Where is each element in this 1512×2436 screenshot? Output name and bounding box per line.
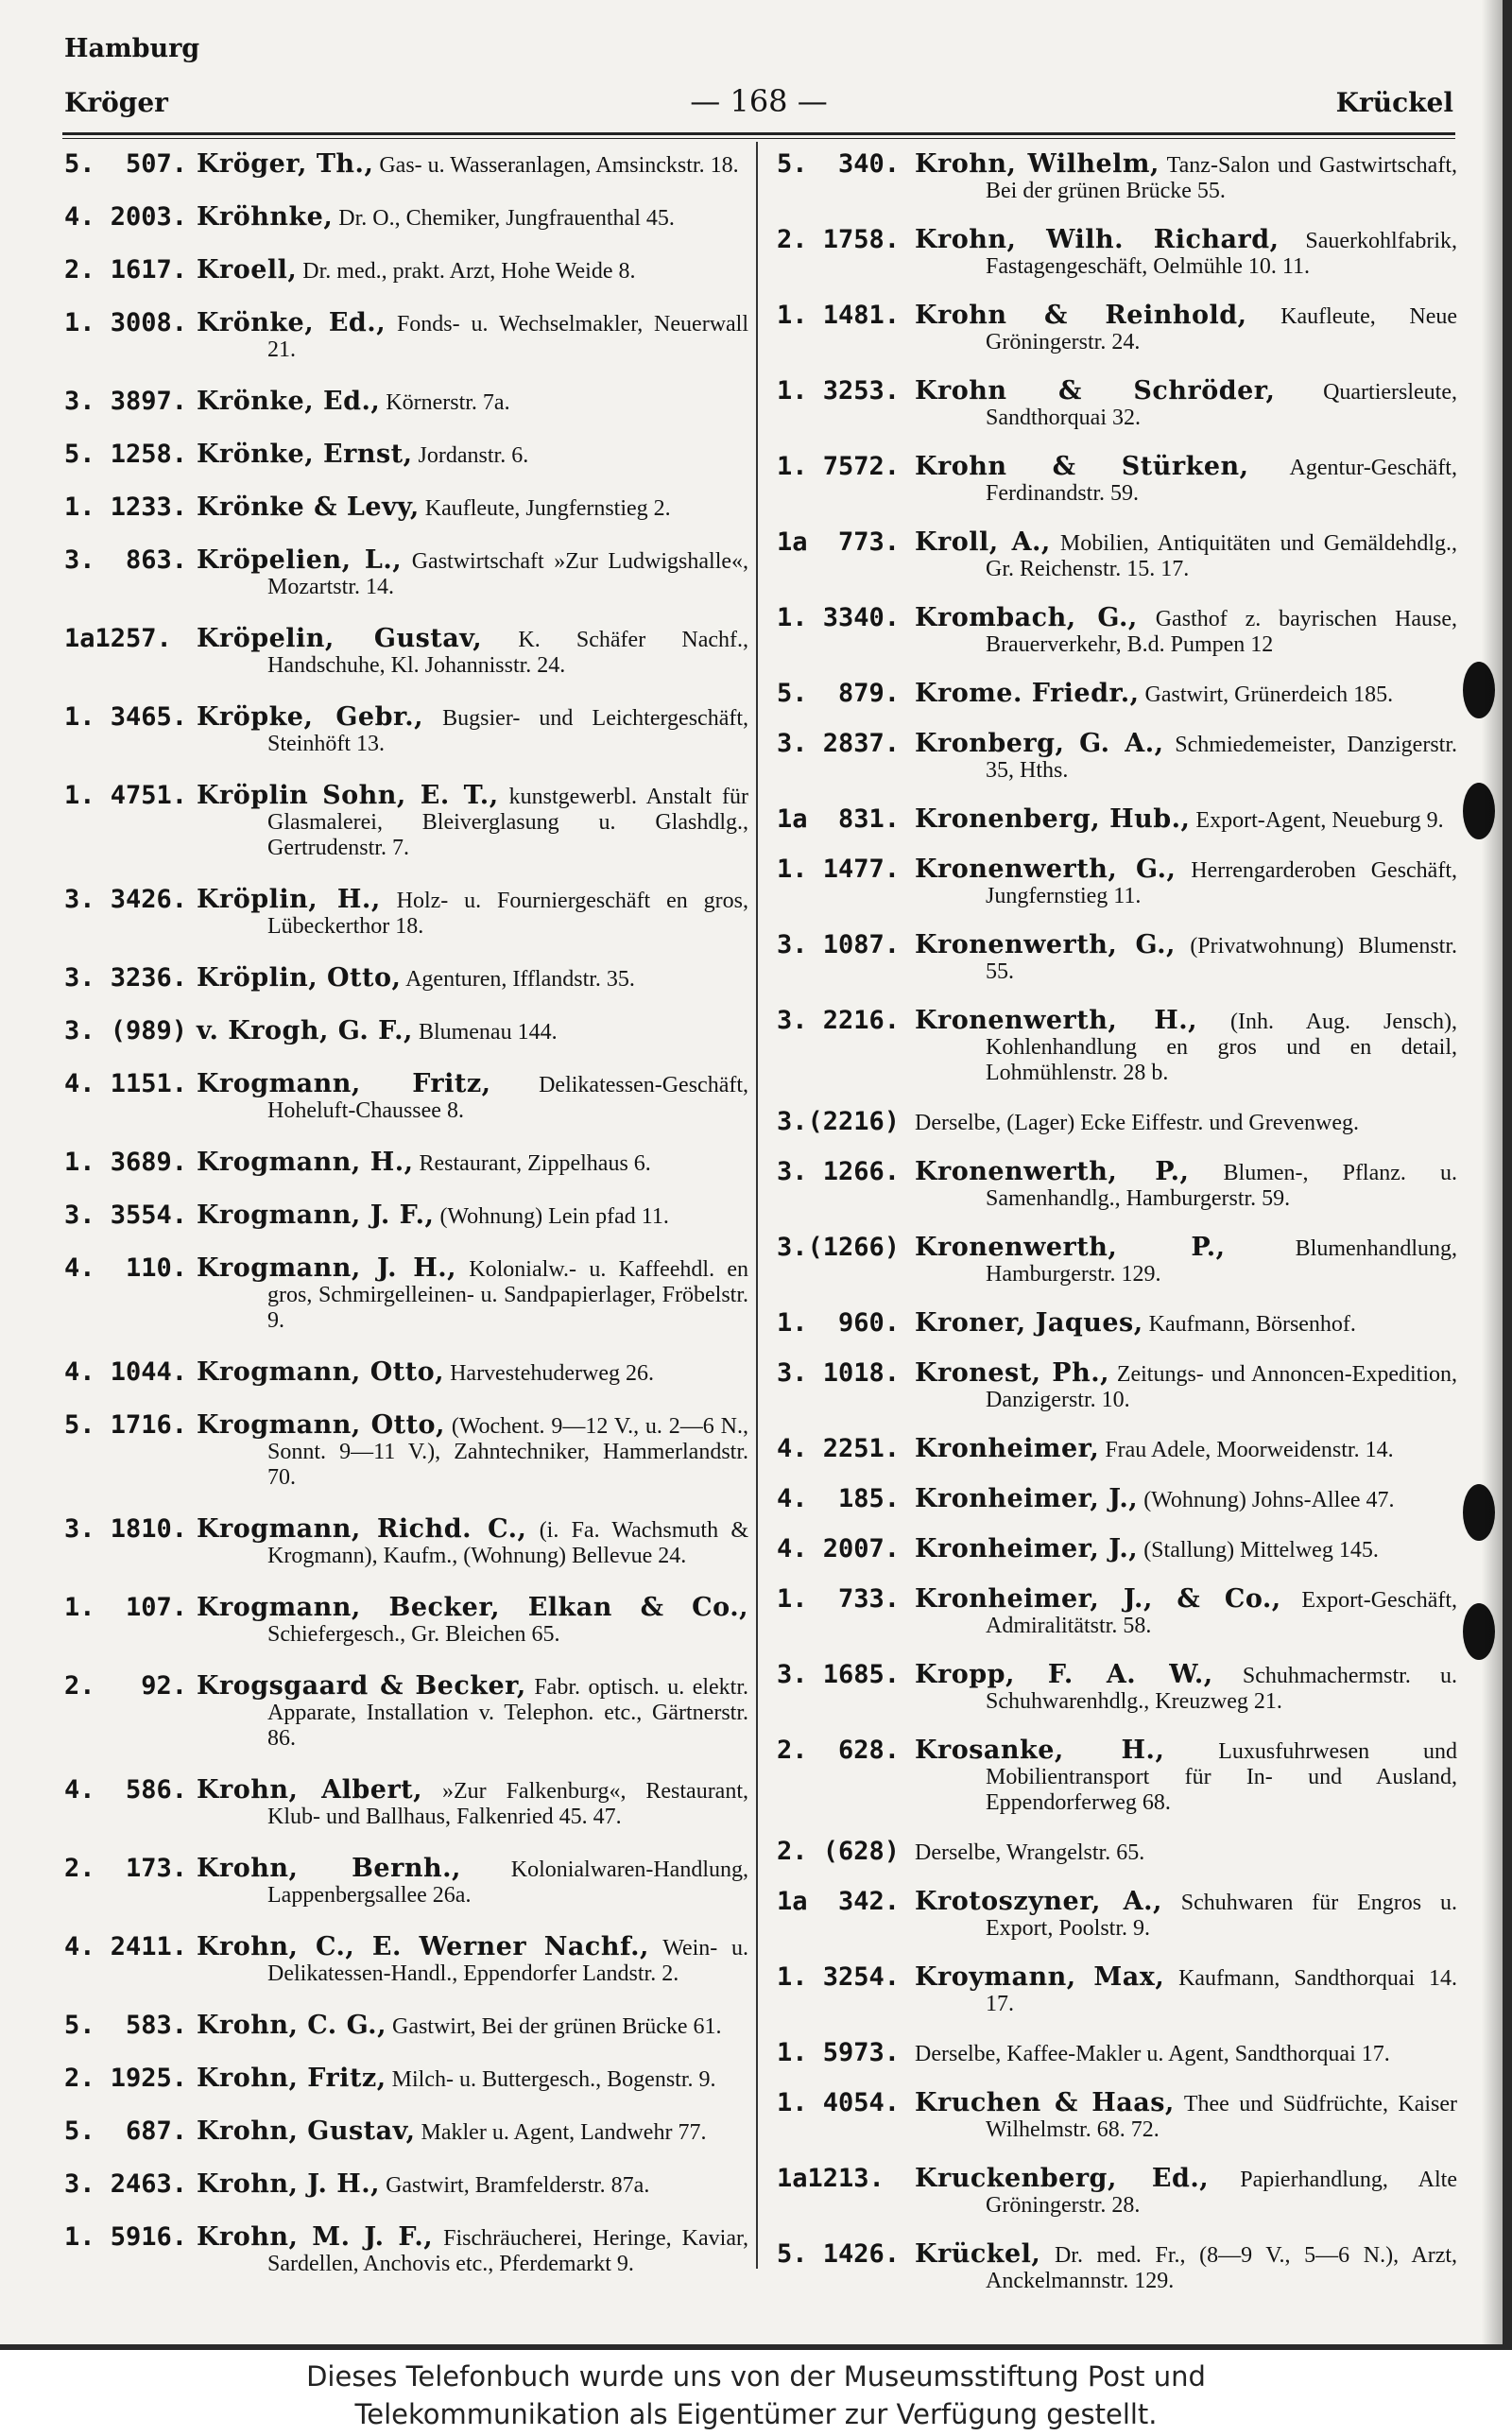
directory-entry (64, 1673, 748, 1752)
subscriber-name: Kronheimer, (915, 1434, 1100, 1463)
subscriber-details: Fischräucherei, Heringe, Kaviar, Sardellen, Anchovis etc., Pferdemarkt 9. (267, 2226, 748, 2276)
phone-number: 4. 586. (64, 1775, 188, 1805)
phone-number: 5. 1426. (777, 2239, 901, 2269)
phone-number: 1. 3689. (64, 1148, 188, 1177)
directory-entry (777, 2241, 1457, 2294)
header-rule (62, 132, 1455, 139)
subscriber-details: Körnerstr. 7a. (386, 390, 510, 415)
subscriber-name: Kronest, Ph., (915, 1358, 1110, 1388)
directory-entry (64, 1777, 748, 1830)
directory-entry (64, 965, 748, 993)
phone-number: 3. 2463. (64, 2169, 188, 2199)
subscriber-name: Kroner, Jaques, (915, 1308, 1143, 1338)
subscriber-details: Wein- u. Delikatessen-Handl., Eppendorfer Landstr. 2. (267, 1936, 748, 1986)
phone-number: 1. 5916. (64, 2222, 188, 2252)
phone-number: 5. 1258. (64, 440, 188, 469)
subscriber-details: Export-Agent, Neueburg 9. (1195, 808, 1444, 833)
subscriber-name: Kröhnke, (197, 202, 334, 232)
phone-number: 2. 628. (777, 1736, 901, 1765)
subscriber-details: Fabr. optisch. u. elektr. Apparate, Installation v. Telephon. etc., Gärtnerstr. 86. (267, 1675, 748, 1751)
directory-entry (777, 1159, 1457, 1212)
subscriber-details: Makler u. Agent, Landwehr 77. (421, 2120, 707, 2145)
subscriber-name: Krogmann, Becker, Elkan & Co., (197, 1593, 748, 1622)
phone-number: 4. 1044. (64, 1357, 188, 1387)
phone-number: 1a1257. (64, 624, 172, 653)
subscriber-name: Kroymann, Max, (915, 1962, 1165, 1992)
subscriber-name: Kruchen & Haas, (915, 2088, 1175, 2117)
phone-number: 2. 173. (64, 1854, 188, 1883)
subscriber-details: Dr. O., Chemiker, Jungfrauenthal 45. (338, 206, 675, 231)
subscriber-details: (Wochent. 9—12 V., u. 2—6 N., Sonnt. 9—11 V.), Zahntechniker, Hammerlandstr. 70. (267, 1414, 749, 1490)
subscriber-details: kunstgewerbl. Anstalt für Glasmalerei, Bleiverglasung u. Glashdlg., Gertrudenstr. 7. (267, 785, 749, 860)
phone-number: 1. 3254. (777, 1962, 901, 1992)
subscriber-name: Krogmann, Otto, (197, 1410, 445, 1440)
subscriber-name: Kröpke, Gebr., (197, 702, 424, 732)
subscriber-details: Gastwirtschaft »Zur Ludwigshalle«, Mozartstr. 14. (267, 549, 749, 599)
directory-entry (64, 783, 748, 861)
directory-entry (777, 1436, 1457, 1463)
subscriber-details: Kaufleute, Neue Gröningerstr. 24. (986, 304, 1457, 354)
subscriber-details: Kaufmann, Börsenhof. (1148, 1312, 1356, 1337)
subscriber-name: Kruckenberg, Ed., (915, 2164, 1210, 2193)
phone-number: 1a 342. (777, 1887, 901, 1916)
phone-number: 5. 1716. (64, 1410, 188, 1440)
subscriber-details: Thee und Südfrüchte, Kaiser Wilhelmstr. 68. 72. (986, 2092, 1457, 2142)
subscriber-details: Delikatessen-Geschäft, Hoheluft-Chaussee 8. (267, 1073, 748, 1123)
directory-entry (777, 605, 1457, 658)
phone-number: 4. 2007. (777, 1534, 901, 1564)
subscriber-name: Krohn, Gustav, (197, 2116, 416, 2146)
subscriber-details: Herrengarderoben Geschäft, Jungfernstieg 11. (986, 858, 1457, 908)
subscriber-name: Kröplin Sohn, E. T., (197, 781, 499, 810)
subscriber-details: Gasthof z. bayrischen Hause, Brauerverkehr, B.d. Pumpen 12 (986, 607, 1457, 657)
subscriber-name: Krönke, Ed., (197, 387, 381, 416)
phone-number: 1. 7572. (777, 452, 901, 481)
phone-number: 1. 1477. (777, 855, 901, 884)
directory-entry (64, 547, 748, 600)
left-column (64, 151, 748, 2303)
subscriber-details: Kolonialwaren-Handlung, Lappenbergsallee 26a. (267, 1857, 748, 1908)
directory-entry (64, 1412, 748, 1491)
phone-number: 3. 2837. (777, 729, 901, 758)
directory-entry (777, 806, 1457, 834)
phone-number: 3. 863. (64, 545, 188, 575)
phone-number: 3. 3236. (64, 963, 188, 993)
subscriber-name: Krogmann, Fritz, (197, 1069, 491, 1098)
subscriber-details: Fonds- u. Wechselmakler, Neuerwall 21. (267, 312, 749, 362)
subscriber-details: Schiefergesch., Gr. Bleichen 65. (267, 1622, 560, 1647)
directory-entry (64, 204, 748, 232)
subscriber-name: Krome. Friedr., (915, 679, 1140, 708)
subscriber-details: Derselbe, (Lager) Ecke Eiffestr. und Grevenweg. (915, 1111, 1360, 1135)
phone-number: 3. 3554. (64, 1201, 188, 1230)
directory-entry (777, 856, 1457, 909)
phone-number: 1. 4751. (64, 781, 188, 810)
subscriber-name: Krogmann, J. F., (197, 1201, 435, 1230)
subscriber-name: Kronenwerth, P., (915, 1157, 1190, 1186)
directory-entry (64, 310, 748, 363)
phone-number: 4. 2251. (777, 1434, 901, 1463)
subscriber-name: Krogmann, Richd. C., (197, 1514, 527, 1544)
directory-entry (64, 2118, 748, 2146)
phone-number: 1. 3253. (777, 376, 901, 406)
phone-number: 3. (989) (64, 1016, 188, 1045)
subscriber-name: Krönke, Ernst, (197, 440, 413, 469)
phone-number: 1. 1481. (777, 301, 901, 330)
right-column (777, 151, 1457, 2317)
directory-entry (64, 1202, 748, 1230)
subscriber-name: Kröpelien, L., (197, 545, 403, 575)
subscriber-name: Kronberg, G. A., (915, 729, 1164, 758)
subscriber-details: Agenturen, Ifflandstr. 35. (405, 967, 635, 992)
subscriber-details: Gastwirt, Bei der grünen Brücke 61. (391, 2014, 722, 2039)
phone-number: 2. 1758. (777, 225, 901, 254)
subscriber-name: Kronenwerth, H., (915, 1006, 1198, 1035)
phone-number: 1. 3465. (64, 702, 188, 732)
subscriber-name: Kröger, Th., (197, 149, 374, 179)
directory-entry (64, 1018, 748, 1045)
subscriber-details: Gastwirt, Bramfelderstr. 87a. (386, 2173, 650, 2198)
subscriber-name: Krosanke, H., (915, 1736, 1165, 1765)
subscriber-details: Schuhwaren für Engros u. Export, Poolstr. 9. (986, 1891, 1458, 1941)
subscriber-name: Krombach, G., (915, 603, 1138, 632)
subscriber-details: Quartiersleute, Sandthorquai 32. (986, 380, 1457, 430)
phone-number: 1. 733. (777, 1584, 901, 1614)
directory-entry (777, 1310, 1457, 1338)
directory-entry (64, 1255, 748, 1334)
directory-entry (777, 1486, 1457, 1513)
punch-hole (1463, 1484, 1495, 1541)
subscriber-details: (Wohnung) Johns-Allee 47. (1143, 1488, 1395, 1512)
directory-entry (64, 626, 748, 679)
phone-number: 5. 879. (777, 679, 901, 708)
subscriber-name: Kroll, A., (915, 527, 1051, 557)
directory-entry (777, 731, 1457, 784)
directory-entry (64, 1516, 748, 1569)
subscriber-details: Kaufleute, Jungfernstieg 2. (424, 496, 671, 521)
directory-entry (777, 454, 1457, 507)
subscriber-details: Blumenau 144. (418, 1020, 558, 1045)
punch-hole (1463, 662, 1495, 718)
directory-entry (777, 1235, 1457, 1287)
subscriber-details: Papierhandlung, Alte Gröningerstr. 28. (986, 2168, 1457, 2218)
directory-entry (777, 227, 1457, 280)
subscriber-details: Jordanstr. 6. (418, 443, 529, 468)
subscriber-details: (Wohnung) Lein pfad 11. (439, 1204, 669, 1229)
column-divider (756, 142, 758, 2269)
phone-number: 2. 1617. (64, 255, 188, 285)
subscriber-details: (i. Fa. Wachsmuth & Krogmann), Kaufm., (Wohnung) Bellevue 24. (267, 1518, 749, 1568)
phone-number: 3. 3897. (64, 387, 188, 416)
subscriber-details: (Inh. Aug. Jensch), Kohlenhandlung en gros und en detail, Lohmühlenstr. 28 b. (986, 1010, 1458, 1085)
directory-entry (64, 704, 748, 757)
directory-entry (64, 2013, 748, 2040)
directory-entry (777, 151, 1457, 204)
subscriber-name: Kronenwerth, G., (915, 930, 1176, 959)
subscriber-details: Gas- u. Wasseranlagen, Amsinckstr. 18. (379, 153, 739, 178)
subscriber-details: Restaurant, Zippelhaus 6. (419, 1151, 651, 1176)
subscriber-details: Agentur-Geschäft, Ferdinandstr. 59. (986, 456, 1457, 506)
phone-number: 1. 5973. (777, 2038, 901, 2067)
phone-number: 1. 4054. (777, 2088, 901, 2117)
directory-entry (64, 887, 748, 940)
phone-number: 1a 831. (777, 804, 901, 834)
subscriber-details: Holz- u. Fourniergeschäft en gros, Lübeckerthor 18. (267, 889, 748, 939)
directory-entry (64, 2224, 748, 2277)
phone-number: 4. 2411. (64, 1932, 188, 1961)
subscriber-details: Luxusfuhrwesen und Mobilientransport für In- und Ausland, Eppendorferweg 68. (986, 1739, 1457, 1815)
subscriber-name: Krogsgaard & Becker, (197, 1671, 526, 1701)
subscriber-name: Krohn, Wilh. Richard, (915, 225, 1280, 254)
punch-hole (1463, 1603, 1495, 1660)
directory-entry (64, 1595, 748, 1648)
phone-number: 1a1213. (777, 2164, 885, 2193)
subscriber-details: Blumenhandlung, Hamburgerstr. 129. (986, 1236, 1457, 1287)
subscriber-details: Milch- u. Buttergesch., Bogenstr. 9. (391, 2067, 716, 2092)
subscriber-name: Kronheimer, J., & Co., (915, 1584, 1281, 1614)
directory-entry (777, 1008, 1457, 1086)
city-heading: Hamburg (64, 34, 200, 63)
subscriber-name: Kronenwerth, G., (915, 855, 1177, 884)
subscriber-name: Kröplin, Otto, (197, 963, 402, 993)
directory-entry (777, 932, 1457, 985)
phone-number: 5. 583. (64, 2011, 188, 2040)
phone-number: 5. 507. (64, 149, 188, 179)
subscriber-details: Bugsier- und Leichtergeschäft, Steinhöft 13. (267, 706, 749, 756)
subscriber-details: Zeitungs- und Annoncen-Expedition, Danzigerstr. 10. (986, 1362, 1457, 1412)
subscriber-details: Derselbe, Kaffee-Makler u. Agent, Sandthorquai 17. (915, 2042, 1390, 2066)
footer-line-2: Telekommunikation als Eigentümer zur Verfügung gestellt. (354, 2398, 1158, 2430)
subscriber-name: Krönke & Levy, (197, 492, 420, 522)
subscriber-details: (Stallung) Mittelweg 145. (1143, 1538, 1379, 1563)
subscriber-name: Krückel, (915, 2239, 1041, 2269)
subscriber-name: Krohn & Schröder, (915, 376, 1276, 406)
subscriber-name: Krohn, M. J. F., (197, 2222, 434, 2252)
subscriber-name: Krogmann, H., (197, 1148, 414, 1177)
subscriber-name: Krönke, Ed., (197, 308, 387, 337)
first-entry-word: Kröger (64, 87, 168, 118)
subscriber-details: Export-Geschäft, Admiralitätstr. 58. (986, 1588, 1458, 1638)
directory-entry (777, 1889, 1457, 1942)
subscriber-name: Krohn, C. G., (197, 2011, 387, 2040)
subscriber-details: Mobilien, Antiquitäten und Gemäldehdlg., Gr. Reichenstr. 15. 17. (986, 531, 1458, 581)
subscriber-name: Krohn & Reinhold, (915, 301, 1247, 330)
directory-entry (64, 1934, 748, 1987)
subscriber-details: (Privatwohnung) Blumenstr. 55. (986, 934, 1457, 984)
subscriber-name: Krohn & Stürken, (915, 452, 1249, 481)
subscriber-details: Kaufmann, Sandthorquai 14. 17. (986, 1966, 1457, 2016)
subscriber-details: Kolonialw.- u. Kaffeehdl. en gros, Schmirgelleinen- u. Sandpapierlager, Fröbelstr. 9. (267, 1257, 748, 1333)
page-number: — 168 — (690, 83, 828, 119)
subscriber-name: Krogmann, Otto, (197, 1357, 445, 1387)
subscriber-name: Krohn, Bernh., (197, 1854, 461, 1883)
subscriber-details: K. Schäfer Nachf., Handschuhe, Kl. Johannisstr. 24. (267, 628, 749, 678)
phone-number: 5. 340. (777, 149, 901, 179)
phone-number: 3. 3426. (64, 885, 188, 914)
phone-number: 2. 1925. (64, 2064, 188, 2093)
subscriber-details: »Zur Falkenburg«, Restaurant, Klub- und Ballhaus, Falkenried 45. 47. (267, 1779, 748, 1829)
punch-hole (1463, 783, 1495, 839)
last-entry-word: Krückel (1335, 87, 1453, 118)
subscriber-details: Frau Adele, Moorweidenstr. 14. (1105, 1438, 1394, 1462)
subscriber-details: Sauerkohlfabrik, Fastagengeschäft, Oelmühle 10. 11. (986, 229, 1457, 279)
phone-number: 2. 92. (64, 1671, 188, 1701)
subscriber-name: Kronenwerth, P., (915, 1233, 1226, 1262)
subscriber-name: Krohn, Wilhelm, (915, 149, 1160, 179)
phone-number: 1. 1233. (64, 492, 188, 522)
subscriber-details: Dr. med. Fr., (8—9 V., 5—6 N.), Arzt, Anckelmannstr. 129. (986, 2243, 1458, 2293)
phone-number: 4. 1151. (64, 1069, 188, 1098)
phone-number: 3. 1018. (777, 1358, 901, 1388)
subscriber-details: Dr. med., prakt. Arzt, Hohe Weide 8. (302, 259, 636, 284)
subscriber-name: Kronenberg, Hub., (915, 804, 1191, 834)
subscriber-name: Krohn, Fritz, (197, 2064, 387, 2093)
subscriber-details: Schmiedemeister, Danzigerstr. 35, Hths. (986, 733, 1458, 783)
subscriber-name: Kröpelin, Gustav, (197, 624, 483, 653)
phone-number: 1. 3340. (777, 603, 901, 632)
directory-entry (777, 378, 1457, 431)
subscriber-name: Krogmann, J. H., (197, 1253, 457, 1283)
subscriber-name: Kronheimer, J., (915, 1484, 1139, 1513)
directory-entry (64, 2171, 748, 2199)
directory-entry (777, 2166, 1457, 2219)
subscriber-name: v. Krogh, G. F., (197, 1016, 413, 1045)
directory-entry (64, 2065, 748, 2093)
directory-entry (777, 302, 1457, 355)
page-header (64, 83, 1453, 121)
phone-number: 3. 1266. (777, 1157, 901, 1186)
subscriber-details: Schuhmachermstr. u. Schuhwarenhdlg., Kreuzweg 21. (986, 1664, 1457, 1714)
subscriber-details: Derselbe, Wrangelstr. 65. (915, 1840, 1145, 1865)
phone-number: 3. 1810. (64, 1514, 188, 1544)
directory-entry (64, 441, 748, 469)
directory-entry (64, 494, 748, 522)
phone-number: 3. 2216. (777, 1006, 901, 1035)
directory-entry (777, 1964, 1457, 2017)
directory-entry (777, 681, 1457, 708)
phone-number: 4. 2003. (64, 202, 188, 232)
directory-entry (777, 1839, 1457, 1866)
directory-entry (777, 2090, 1457, 2143)
subscriber-details: Tanz-Salon und Gastwirtschaft, Bei der grünen Brücke 55. (986, 153, 1457, 203)
phone-number: 2. (628) (777, 1837, 901, 1866)
subscriber-name: Kropp, F. A. W., (915, 1660, 1213, 1689)
subscriber-details: Harvestehuderweg 26. (450, 1361, 654, 1386)
directory-entry (777, 1536, 1457, 1564)
phone-number: 5. 687. (64, 2116, 188, 2146)
subscriber-details: Blumen-, Pflanz. u. Samenhandlg., Hamburgerstr. 59. (986, 1161, 1457, 1211)
phone-number: 3. 1685. (777, 1660, 901, 1689)
directory-entry (777, 1737, 1457, 1816)
subscriber-name: Kröplin, H., (197, 885, 381, 914)
directory-entry (777, 1360, 1457, 1413)
subscriber-name: Krohn, C., E. Werner Nachf., (197, 1932, 649, 1961)
subscriber-name: Kroell, (197, 255, 298, 285)
phone-number: 1. 107. (64, 1593, 188, 1622)
phone-number: 1. 960. (777, 1308, 901, 1338)
subscriber-name: Kronheimer, J., (915, 1534, 1139, 1564)
phone-number: 4. 185. (777, 1484, 901, 1513)
directory-entry (64, 1359, 748, 1387)
phone-number: 1a 773. (777, 527, 901, 557)
directory-entry (64, 1149, 748, 1177)
ownership-footer (0, 2350, 1512, 2436)
phone-number: 1. 3008. (64, 308, 188, 337)
directory-entry (777, 529, 1457, 582)
subscriber-name: Krotoszyner, A., (915, 1887, 1162, 1916)
subscriber-name: Krohn, J. H., (197, 2169, 381, 2199)
directory-entry (777, 2040, 1457, 2067)
directory-entry (777, 1662, 1457, 1715)
phone-number: 4. 110. (64, 1253, 188, 1283)
directory-entry (64, 1071, 748, 1124)
subscriber-name: Krohn, Albert, (197, 1775, 423, 1805)
directory-entry (64, 151, 748, 179)
directory-entry (64, 389, 748, 416)
subscriber-details: Gastwirt, Grünerdeich 185. (1144, 682, 1394, 707)
phone-number: 3. 1087. (777, 930, 901, 959)
footer-line-1: Dieses Telefonbuch wurde uns von der Museumsstiftung Post und (306, 2360, 1206, 2393)
directory-entry (777, 1586, 1457, 1639)
directory-entry (64, 257, 748, 285)
directory-entry (64, 1856, 748, 1909)
phone-number: 3.(1266) (777, 1233, 901, 1262)
phone-number: 3.(2216) (777, 1107, 901, 1136)
directory-entry (777, 1109, 1457, 1136)
